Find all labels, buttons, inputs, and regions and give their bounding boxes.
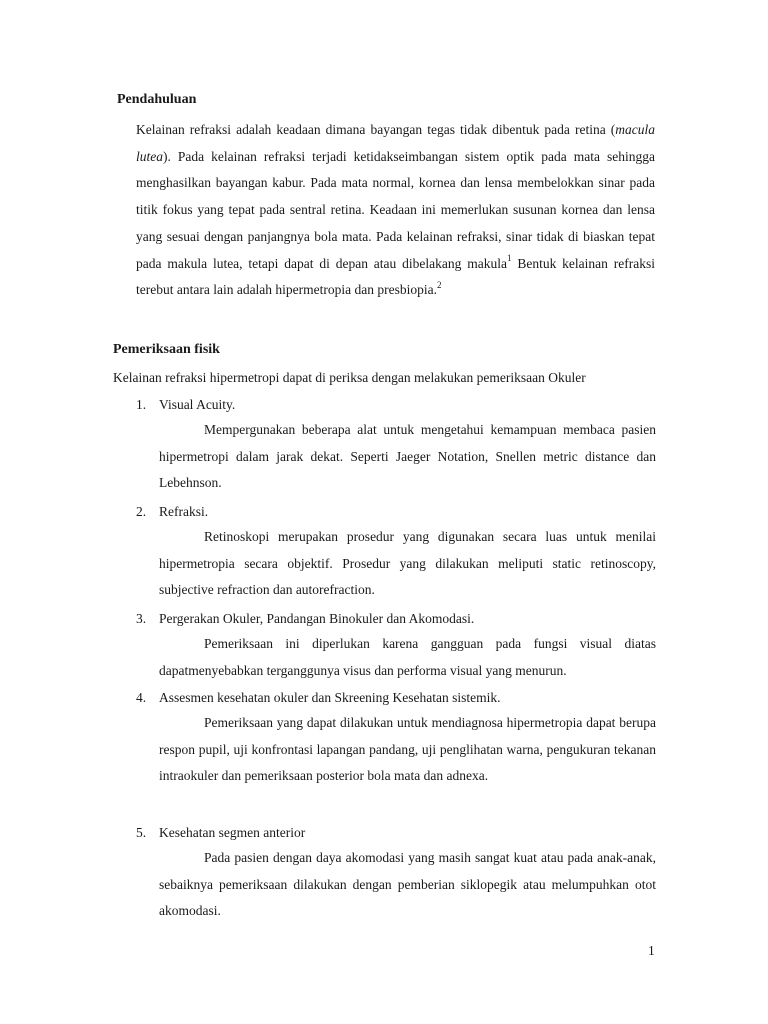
list-item-body: Pemeriksaan yang dapat dilakukan untuk mendiagnosa hipermetropia dapat berupa respon pupil, uji konfrontasi lapangan pandang, uji penglihatan warna, pengukuran tekanan intraokuler dan pemeriksaan posterior bola mata dan adnexa.	[159, 715, 656, 784]
list-item-body: Pemeriksaan ini diperlukan karena gangguan pada fungsi visual diatas dapatmenyebabkan terganggunya visus dan performa visual yang menurun.	[159, 636, 656, 678]
list-item-body: Pada pasien dengan daya akomodasi yang masih sangat kuat atau pada anak-anak, sebaiknya pemeriksaan dilakukan dengan pemberian siklopegik atau melumpuhkan otot akomodasi.	[159, 850, 656, 919]
intro-text-b: ). Pada kelainan refraksi terjadi ketidakseimbangan sistem optik pada mata sehingga menghasilkan bayangan kabur. Pada mata normal, kornea dan lensa membelokkan sinar pada titik fokus yang tepat pada sentral retina. Keadaan ini memerlukan susunan kornea dan lensa yang sesuai dengan panjangnya bola mata. Pada kelainan refraksi, sinar tidak di biaskan tepat pada makula lutea, tetapi dapat di depan atau dibelakang makula	[136, 148, 655, 271]
list-item-number: 3.	[136, 611, 147, 626]
list-item-title: Assesmen kesehatan okuler dan Skreening Kesehatan sistemik.	[159, 690, 501, 705]
list-item-number: 1.	[136, 397, 147, 412]
page-number: 1	[648, 943, 655, 958]
intro-text-c: Bentuk kelainan refraksi terebut antara lain adalah hipermetropia dan presbiopia.	[136, 255, 655, 298]
section-heading-pendahuluan: Pendahuluan	[117, 92, 197, 107]
intro-paragraph	[136, 117, 655, 304]
footnote-ref-2: 2	[437, 279, 442, 290]
section-heading-pemeriksaan-fisik: Pemeriksaan fisik	[113, 342, 220, 357]
exam-lead-sentence: Kelainan refraksi hipermetropi dapat di periksa dengan melakukan pemeriksaan Okuler	[113, 370, 586, 385]
list-item-title: Visual Acuity.	[159, 397, 236, 412]
list-item-title: Kesehatan segmen anterior	[159, 825, 306, 840]
intro-italic-term: macula lutea	[136, 122, 655, 164]
list-item-title: Refraksi.	[159, 504, 209, 519]
list-item-number: 2.	[136, 504, 147, 519]
intro-text-a: Kelainan refraksi adalah keadaan dimana bayangan tegas tidak dibentuk pada retina (	[136, 122, 616, 137]
list-item-title: Pergerakan Okuler, Pandangan Binokuler dan Akomodasi.	[159, 611, 475, 626]
list-item-body: Retinoskopi merupakan prosedur yang digunakan secara luas untuk menilai hipermetropia secara objektif. Prosedur yang dilakukan meliputi static retinoscopy, subjective refraction dan autorefraction.	[159, 529, 656, 598]
list-item-number: 5.	[136, 825, 147, 840]
list-item-body: Mempergunakan beberapa alat untuk mengetahui kemampuan membaca pasien hipermetropi dalam jarak dekat. Seperti Jaeger Notation, Snellen metric distance dan Lebehnson.	[159, 422, 656, 491]
list-item-number: 4.	[136, 690, 147, 705]
footnote-ref-1: 1	[506, 253, 512, 264]
